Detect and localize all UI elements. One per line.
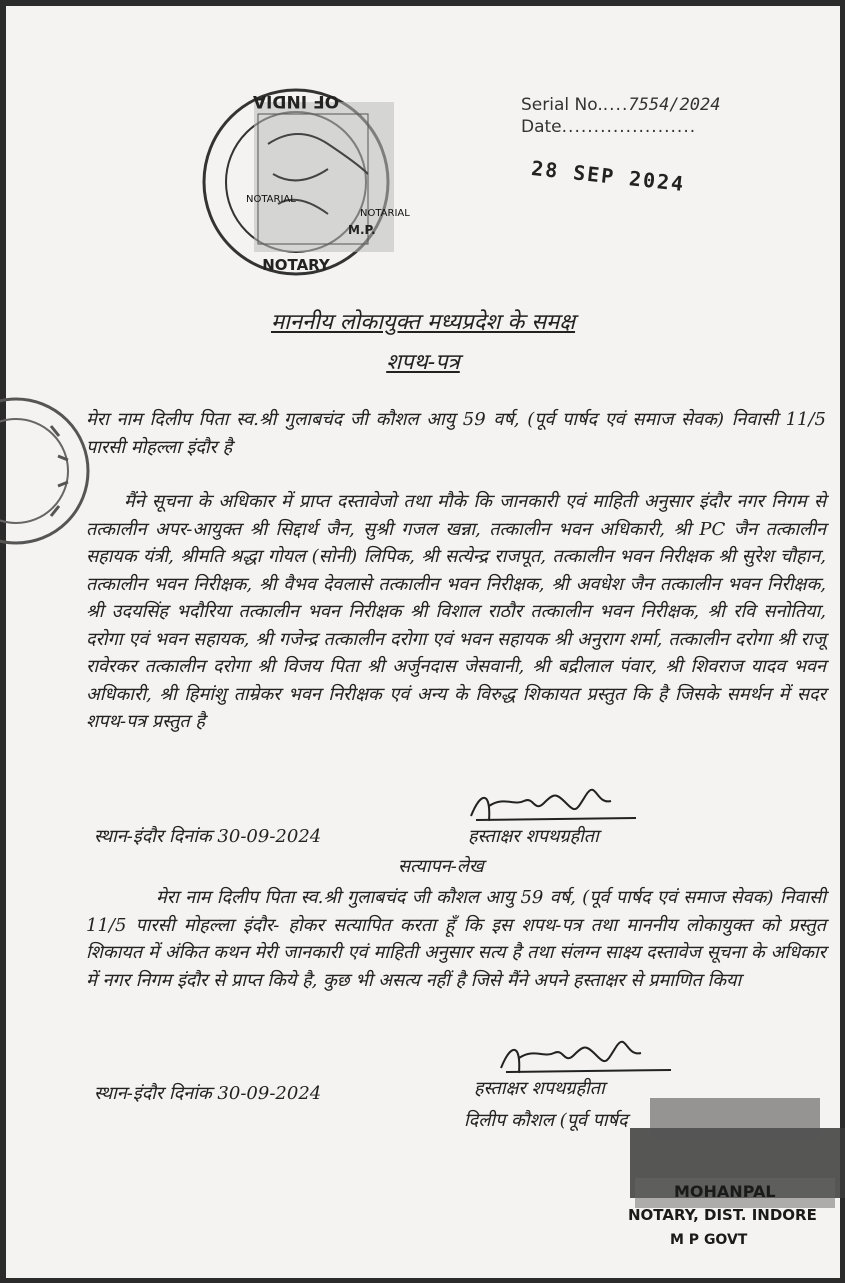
- verification-text: मेरा नाम दिलीप पिता स्व.श्री गुलाबचंद जी कौशल आयु 59 वर्ष, (पूर्व पार्षद एवं समाज सेवक) निवासी 11/5 पारसी मोहल्ला इंदौर- होकर सत्यापित करता हूँ कि इस शपथ-पत्र तथा माननीय लोकायुक्त को प्रस्तुत शिकायत में अंकित कथन मेरी जानकारी एवं माहिती अनुसार सत्य है तथा संलग्न साक्ष्य दस्तावेज सूचना के अधिकार में नगर निगम इंदौर से प्राप्त किये है, कुछ भी असत्य नहीं है जिसे मैंने अपने हस्ताक्षर से प्रमाणित किया: [86, 887, 826, 991]
- document-page: [6, 6, 840, 1278]
- notary-name: MOHANPAL: [674, 1182, 776, 1201]
- document-subtitle: शपथ-पत्र: [386, 350, 460, 375]
- complaint-paragraph: [86, 488, 826, 736]
- seal-side-text: M.P.: [348, 223, 376, 237]
- signature-label-2: हस्ताक्षर शपथग्रहीता: [474, 1078, 605, 1099]
- date-stamp: 28 SEP 2024: [530, 155, 687, 197]
- deponent-name: दिलीप कौशल (पूर्व पार्षद: [464, 1110, 628, 1131]
- document-title: माननीय लोकायुक्त मध्यप्रदेश के समक्ष: [270, 310, 576, 335]
- place-date-1: स्थान-इंदौर दिनांक 30-09-2024: [94, 826, 322, 847]
- seal-top-text: OF INDIA: [252, 91, 340, 111]
- notary-govt: M P GOVT: [670, 1232, 748, 1248]
- serial-value: 7554/2024: [628, 95, 721, 115]
- verification-heading: सत्यापन-लेख: [398, 856, 484, 877]
- notarial-left: NOTARIAL: [246, 194, 296, 205]
- deponent-intro: मेरा नाम दिलीप पिता स्व.श्री गुलाबचंद जी कौशल आयु 59 वर्ष, (पूर्व पार्षद एवं समाज सेवक) निवासी 11/5 पारसी मोहल्ला इंदौर है: [86, 409, 826, 458]
- notary-seal-icon: [198, 84, 410, 280]
- signature-icon: [466, 786, 646, 826]
- notary-district: NOTARY, DIST. INDORE: [628, 1206, 817, 1224]
- place-date-2: स्थान-इंदौर दिनांक 30-09-2024: [94, 1083, 322, 1104]
- complaint-text: मैंने सूचना के अधिकार में प्राप्त दस्तावेजो तथा मौके कि जानकारी एवं माहिती अनुसार इंदौर नगर निगम से तत्कालीन अपर-आयुक्त श्री सिद्दार्थ जैन, सुश्री गजल खन्ना, तत्कालीन भवन अधिकारी, श्री PC जैन तत्कालीन सहायक यंत्री, श्रीमति श्रद्धा गोयल (सोनी) लिपिक, श्री सत्येन्द्र राजपूत, तत्कालीन भवन निरीक्षक श्री सुरेश चौहान, तत्कालीन भवन निरीक्षक, श्री वैभव देवलासे तत्कालीन भवन निरीक्षक, श्री अवधेश जैन तत्कालीन भवन निरीक्षक, श्री उदयसिंह भदौरिया तत्कालीन भवन निरीक्षक श्री विशाल राठौर तत्कालीन भवन निरीक्षक, श्री रवि सनोतिया, दरोगा एवं भवन सहायक, श्री गजेन्द्र तत्कालीन दरोगा एवं भवन सहायक श्री अनुराग शर्मा, तत्कालीन दरोगा श्री राजू रावेरकर तत्कालीन दरोगा श्री विजय पिता श्री अर्जुनदास जेसवानी, श्री बद्रीलाल पंवार, श्री शिवराज यादव भवन अधिकारी, श्री हिमांशु ताम्रेकर भवन निरीक्षक एवं अन्य के विरुद्ध शिकायत प्रस्तुत कि है जिसके समर्थन में सदर शपथ-पत्र प्रस्तुत है: [86, 491, 826, 732]
- signature-label-1: हस्ताक्षर शपथग्रहीता: [468, 826, 599, 847]
- signature-icon: [496, 1038, 676, 1078]
- verification-paragraph: [86, 884, 826, 994]
- notarial-right: NOTARIAL: [360, 208, 410, 219]
- date-label: Date: [521, 117, 562, 137]
- serial-block: Serial No.....7554/2024 Date.....................: [521, 95, 721, 137]
- serial-label: Serial No.: [521, 95, 603, 115]
- seal-bottom-text: NOTARY: [262, 256, 330, 274]
